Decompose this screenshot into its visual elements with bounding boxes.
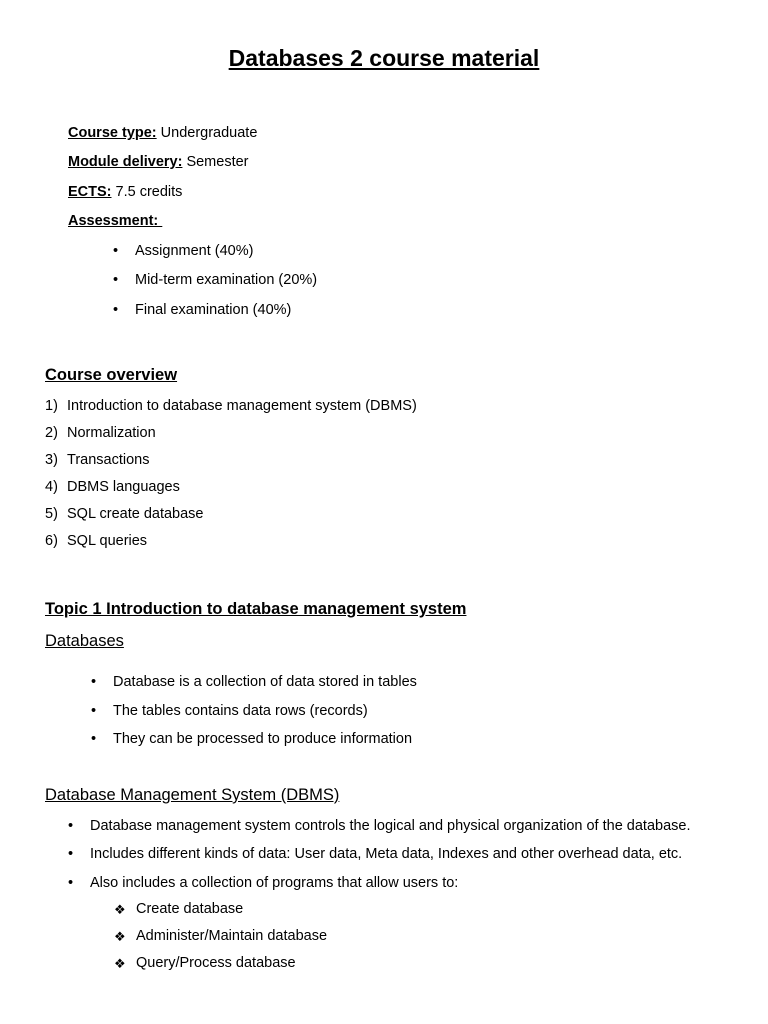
dbms-item: [68, 818, 691, 834]
databases-heading: Databases: [45, 632, 124, 650]
bullet-marker: •: [68, 846, 74, 862]
dbms-heading: Database Management System (DBMS): [45, 786, 340, 804]
overview-item-number: 3): [45, 452, 58, 468]
assessment-item-text: Mid-term examination (20%): [135, 272, 318, 288]
bullet-marker: •: [91, 674, 97, 690]
dbms-sub-item-text: Create database: [136, 901, 244, 917]
assessment-item-text: Final examination (40%): [135, 302, 292, 318]
overview-item: [45, 479, 180, 495]
overview-item-text: Transactions: [67, 452, 150, 468]
overview-item-text: Introduction to database management system (DBMS): [67, 398, 417, 414]
overview-item-number: 2): [45, 425, 58, 441]
bullet-marker: •: [113, 243, 119, 259]
overview-item-number: 5): [45, 506, 58, 522]
overview-item: [45, 425, 156, 441]
dbms-item: [68, 846, 683, 862]
topic1-heading: Topic 1 Introduction to database management system: [45, 600, 467, 618]
databases-item-text: They can be processed to produce information: [113, 731, 413, 747]
dbms-sub-item: [114, 901, 244, 917]
dbms-sub-item: [114, 928, 328, 944]
module-delivery-value: Semester: [182, 154, 249, 170]
assessment-item: [113, 243, 254, 259]
bullet-marker: •: [113, 302, 119, 318]
diamond-bullet-icon: ❖: [114, 902, 126, 917]
databases-item: [91, 674, 417, 690]
dbms-item-text: Also includes a collection of programs that allow users to:: [90, 875, 459, 891]
assessment-label: Assessment:: [68, 213, 163, 229]
overview-item: [45, 452, 149, 468]
overview-item-number: 1): [45, 398, 58, 414]
page-title: Databases 2 course material: [228, 45, 540, 71]
assessment-item-text: Assignment (40%): [135, 243, 254, 259]
bullet-marker: •: [91, 703, 97, 719]
ects-label: ECTS:: [68, 184, 112, 200]
dbms-sub-item-text: Query/Process database: [136, 955, 296, 971]
course-type-label: Course type:: [68, 125, 157, 141]
course-overview-heading: Course overview: [45, 366, 178, 384]
assessment-line: [68, 213, 162, 229]
bullet-marker: •: [91, 731, 97, 747]
module-delivery-label: Module delivery:: [68, 154, 183, 170]
assessment-item: [113, 272, 318, 288]
overview-item: [45, 506, 204, 522]
databases-item-text: Database is a collection of data stored in tables: [113, 674, 417, 690]
overview-item: [45, 533, 147, 549]
overview-item-text: DBMS languages: [67, 479, 180, 495]
databases-item: [91, 703, 368, 719]
ects-line: [68, 184, 182, 200]
databases-item-text: The tables contains data rows (records): [113, 703, 368, 719]
assessment-item: [113, 302, 292, 318]
overview-item-text: SQL queries: [67, 533, 148, 549]
bullet-marker: •: [113, 272, 119, 288]
course-type-value: Undergraduate: [156, 125, 258, 141]
dbms-item-text: Database management system controls the logical and physical organization of the database.: [90, 818, 691, 834]
ects-value: 7.5 credits: [111, 184, 183, 200]
dbms-item-text: Includes different kinds of data: User data, Meta data, Indexes and other overhead data, etc.: [90, 846, 683, 862]
bullet-marker: •: [68, 818, 74, 834]
overview-item-text: SQL create database: [67, 506, 204, 522]
diamond-bullet-icon: ❖: [114, 956, 126, 971]
dbms-item: [68, 875, 459, 891]
overview-item-number: 4): [45, 479, 58, 495]
diamond-bullet-icon: ❖: [114, 929, 126, 944]
overview-item-number: 6): [45, 533, 58, 549]
dbms-sub-item-text: Administer/Maintain database: [136, 928, 328, 944]
dbms-sub-item: [114, 955, 296, 971]
databases-item: [91, 731, 413, 747]
course-type-line: [68, 125, 257, 141]
module-delivery-line: [68, 154, 249, 170]
overview-item-text: Normalization: [67, 425, 156, 441]
bullet-marker: •: [68, 875, 74, 891]
overview-item: [45, 398, 417, 414]
